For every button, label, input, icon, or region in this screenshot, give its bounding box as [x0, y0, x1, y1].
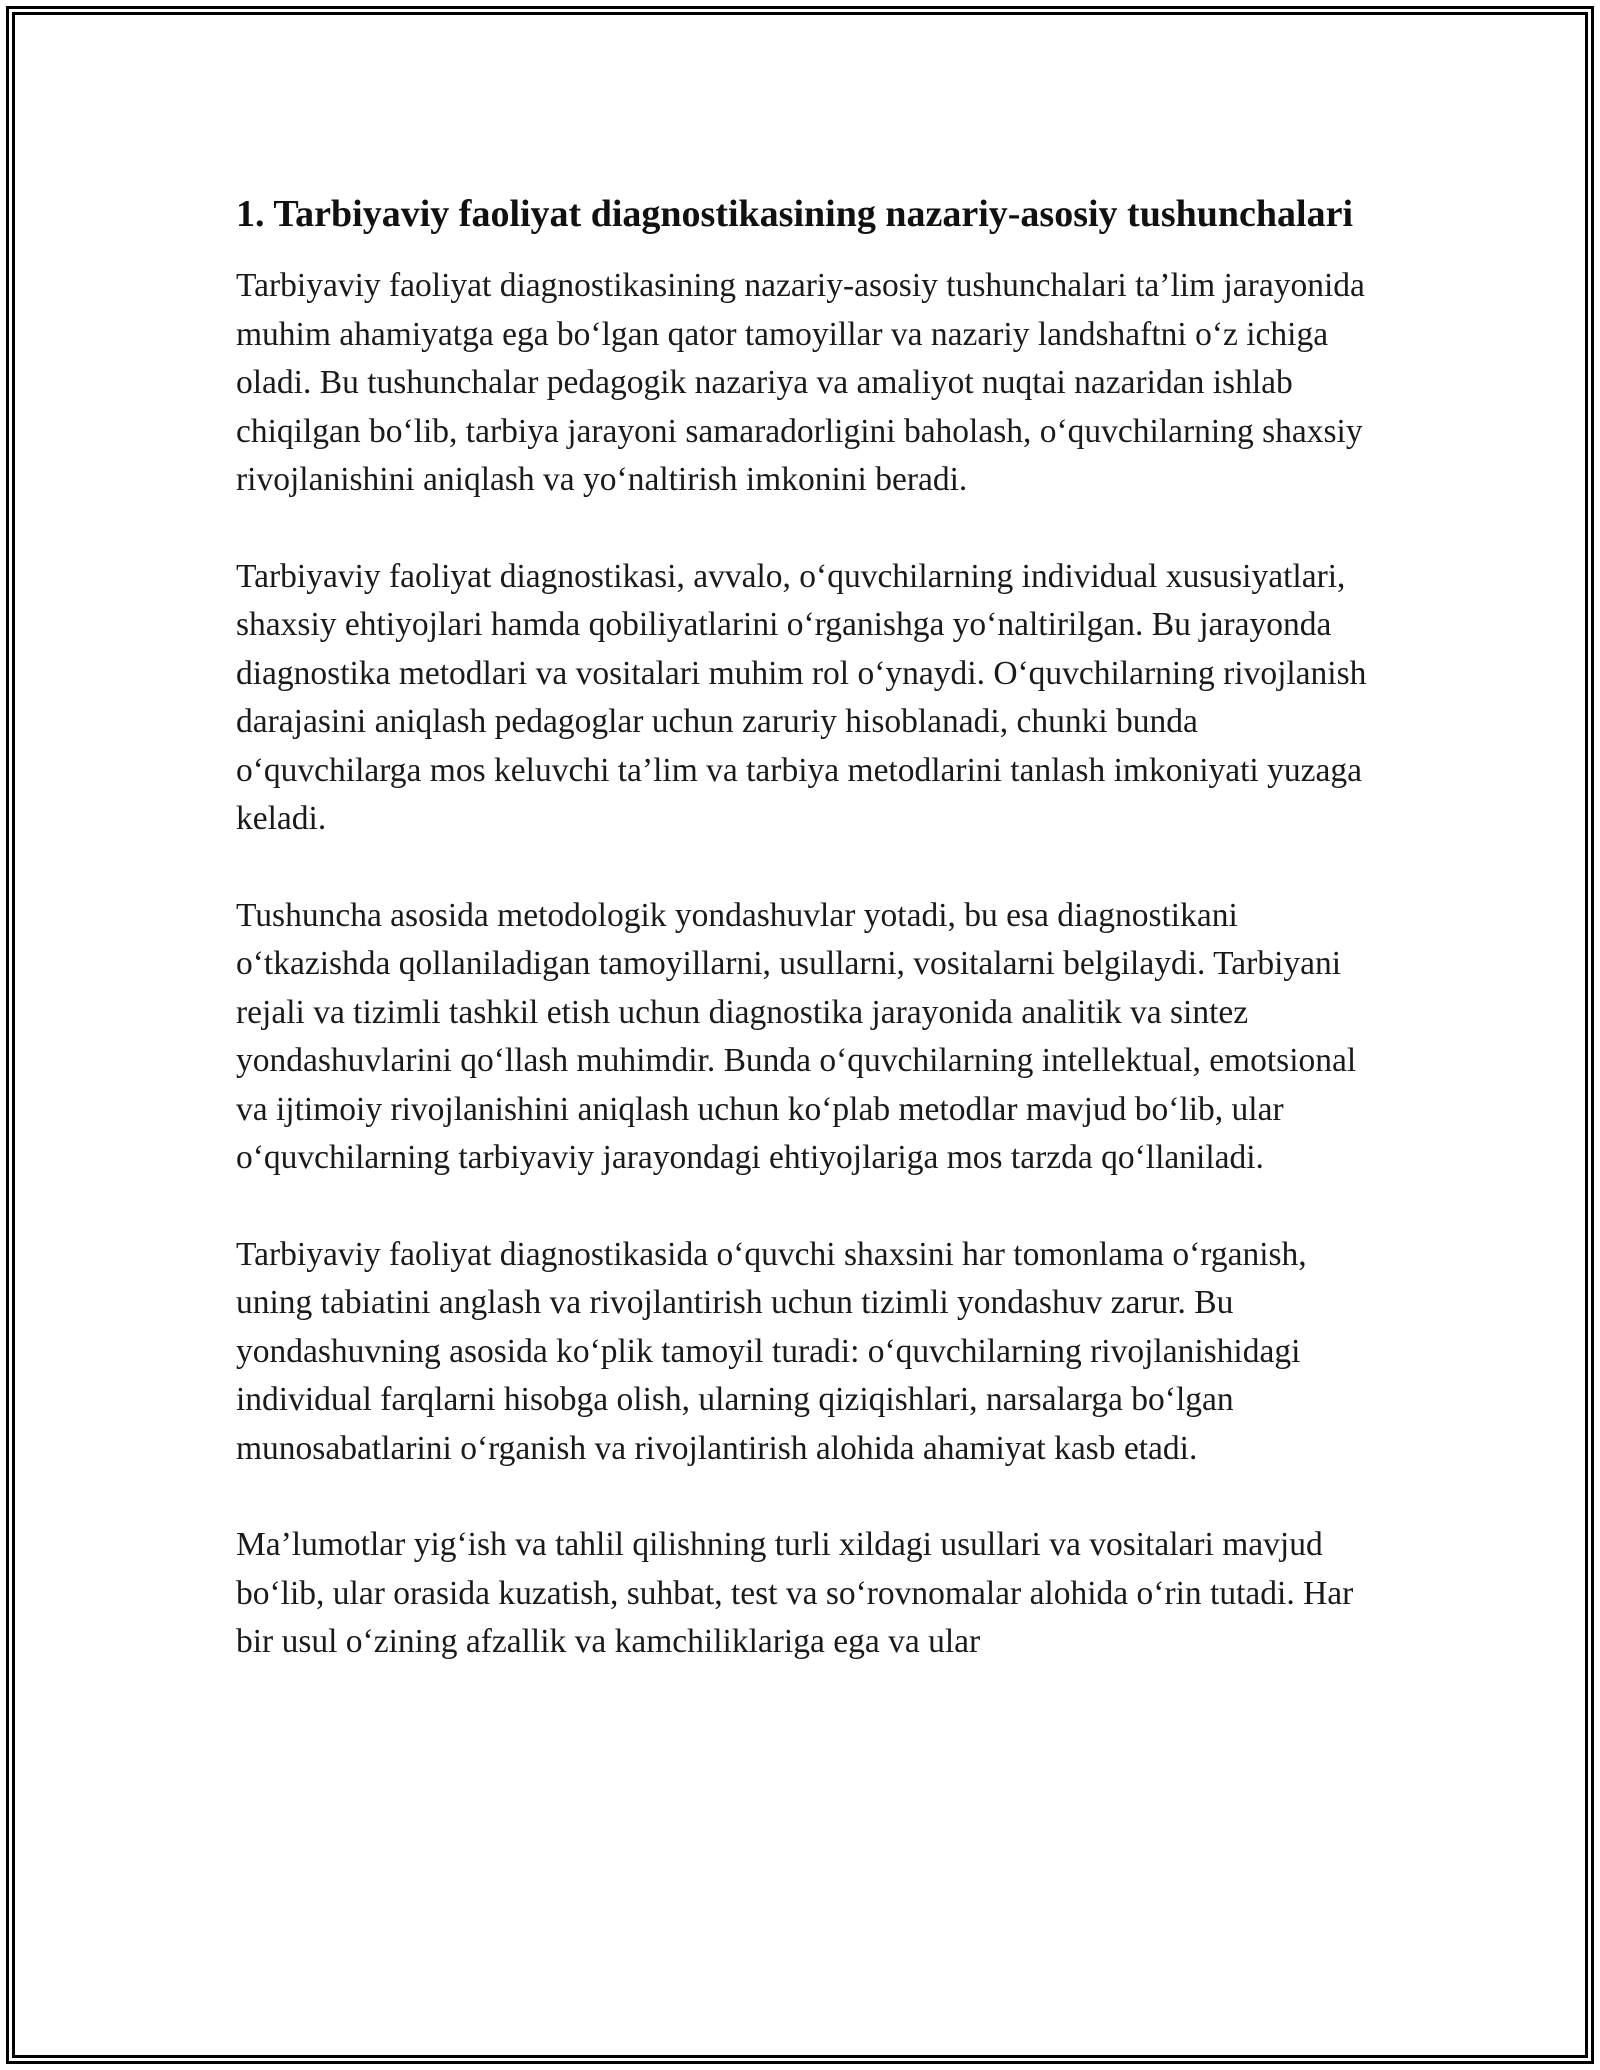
document-body — [236, 186, 1376, 1715]
paragraph-4: Tarbiyaviy faoliyat diagnostikasida oʻquvchi shaxsini har tomonlama oʻrganish, uning tabiatini anglash va rivojlantirish uchun tizimli yondashuv zarur. Bu yondashuvning asosida koʻplik tamoyil turadi: oʻquvchilarning rivojlanishidagi individual farqlarni hisobga olish, ularning qiziqishlari, narsalarga boʻlgan munosabatlarini oʻrganish va rivojlantirish alohida ahamiyat kasb etadi. — [236, 1235, 1307, 1467]
paragraph-3: Tushuncha asosida metodologik yondashuvlar yotadi, bu esa diagnostikani oʻtkazishda qollaniladigan tamoyillarni, usullarni, vositalarni belgilaydi. Tarbiyani rejali va tizimli tashkil etish uchun diagnostika jarayonida analitik va sintez yondashuvlarini qoʻllash muhimdir. Bunda oʻquvchilarning intellektual, emotsional va ijtimoiy rivojlanishini aniqlash uchun koʻplab metodlar mavjud boʻlib, ular oʻquvchilarning tarbiyaviy jarayondagi ehtiyojlariga mos tarzda qoʻllaniladi. — [236, 896, 1357, 1176]
paragraph-5: Ma’lumotlar yigʻish va tahlil qilishning turli xildagi usullari va vositalari mavjud boʻlib, ular orasida kuzatish, suhbat, test va soʻrovnomalar alohida oʻrin tutadi. Har bir usul oʻzining afzallik va kamchiliklariga ega va ular — [236, 1526, 1354, 1660]
paragraph-1: Tarbiyaviy faoliyat diagnostikasining nazariy-asosiy tushunchalari ta’lim jarayonida muhim ahamiyatga ega boʻlgan qator tamoyillar va nazariy landshaftni oʻz ichiga oladi. Bu tushunchalar pedagogik nazariya va amaliyot nuqtai nazaridan ishlab chiqilgan boʻlib, tarbiya jarayoni samaradorligini baholash, oʻquvchilarning shaxsiy rivojlanishini aniqlash va yoʻnaltirish imkonini beradi. — [236, 267, 1365, 498]
section-heading: 1. Tarbiyaviy faoliyat diagnostikasining nazariy-asosiy tushunchalari — [236, 193, 1354, 235]
paragraph-2: Tarbiyaviy faoliyat diagnostikasi, avvalo, oʻquvchilarning individual xususiyatlari, shaxsiy ehtiyojlari hamda qobiliyatlarini oʻrganishga yoʻnaltirilgan. Bu jarayonda diagnostika metodlari va vositalari muhim rol oʻynaydi. Oʻquvchilarning rivojlanish darajasini aniqlash pedagoglar uchun zaruriy hisoblanadi, chunki bunda oʻquvchilarga mos keluvchi ta’lim va tarbiya metodlarini tanlash imkoniyati yuzaga keladi. — [236, 557, 1367, 837]
